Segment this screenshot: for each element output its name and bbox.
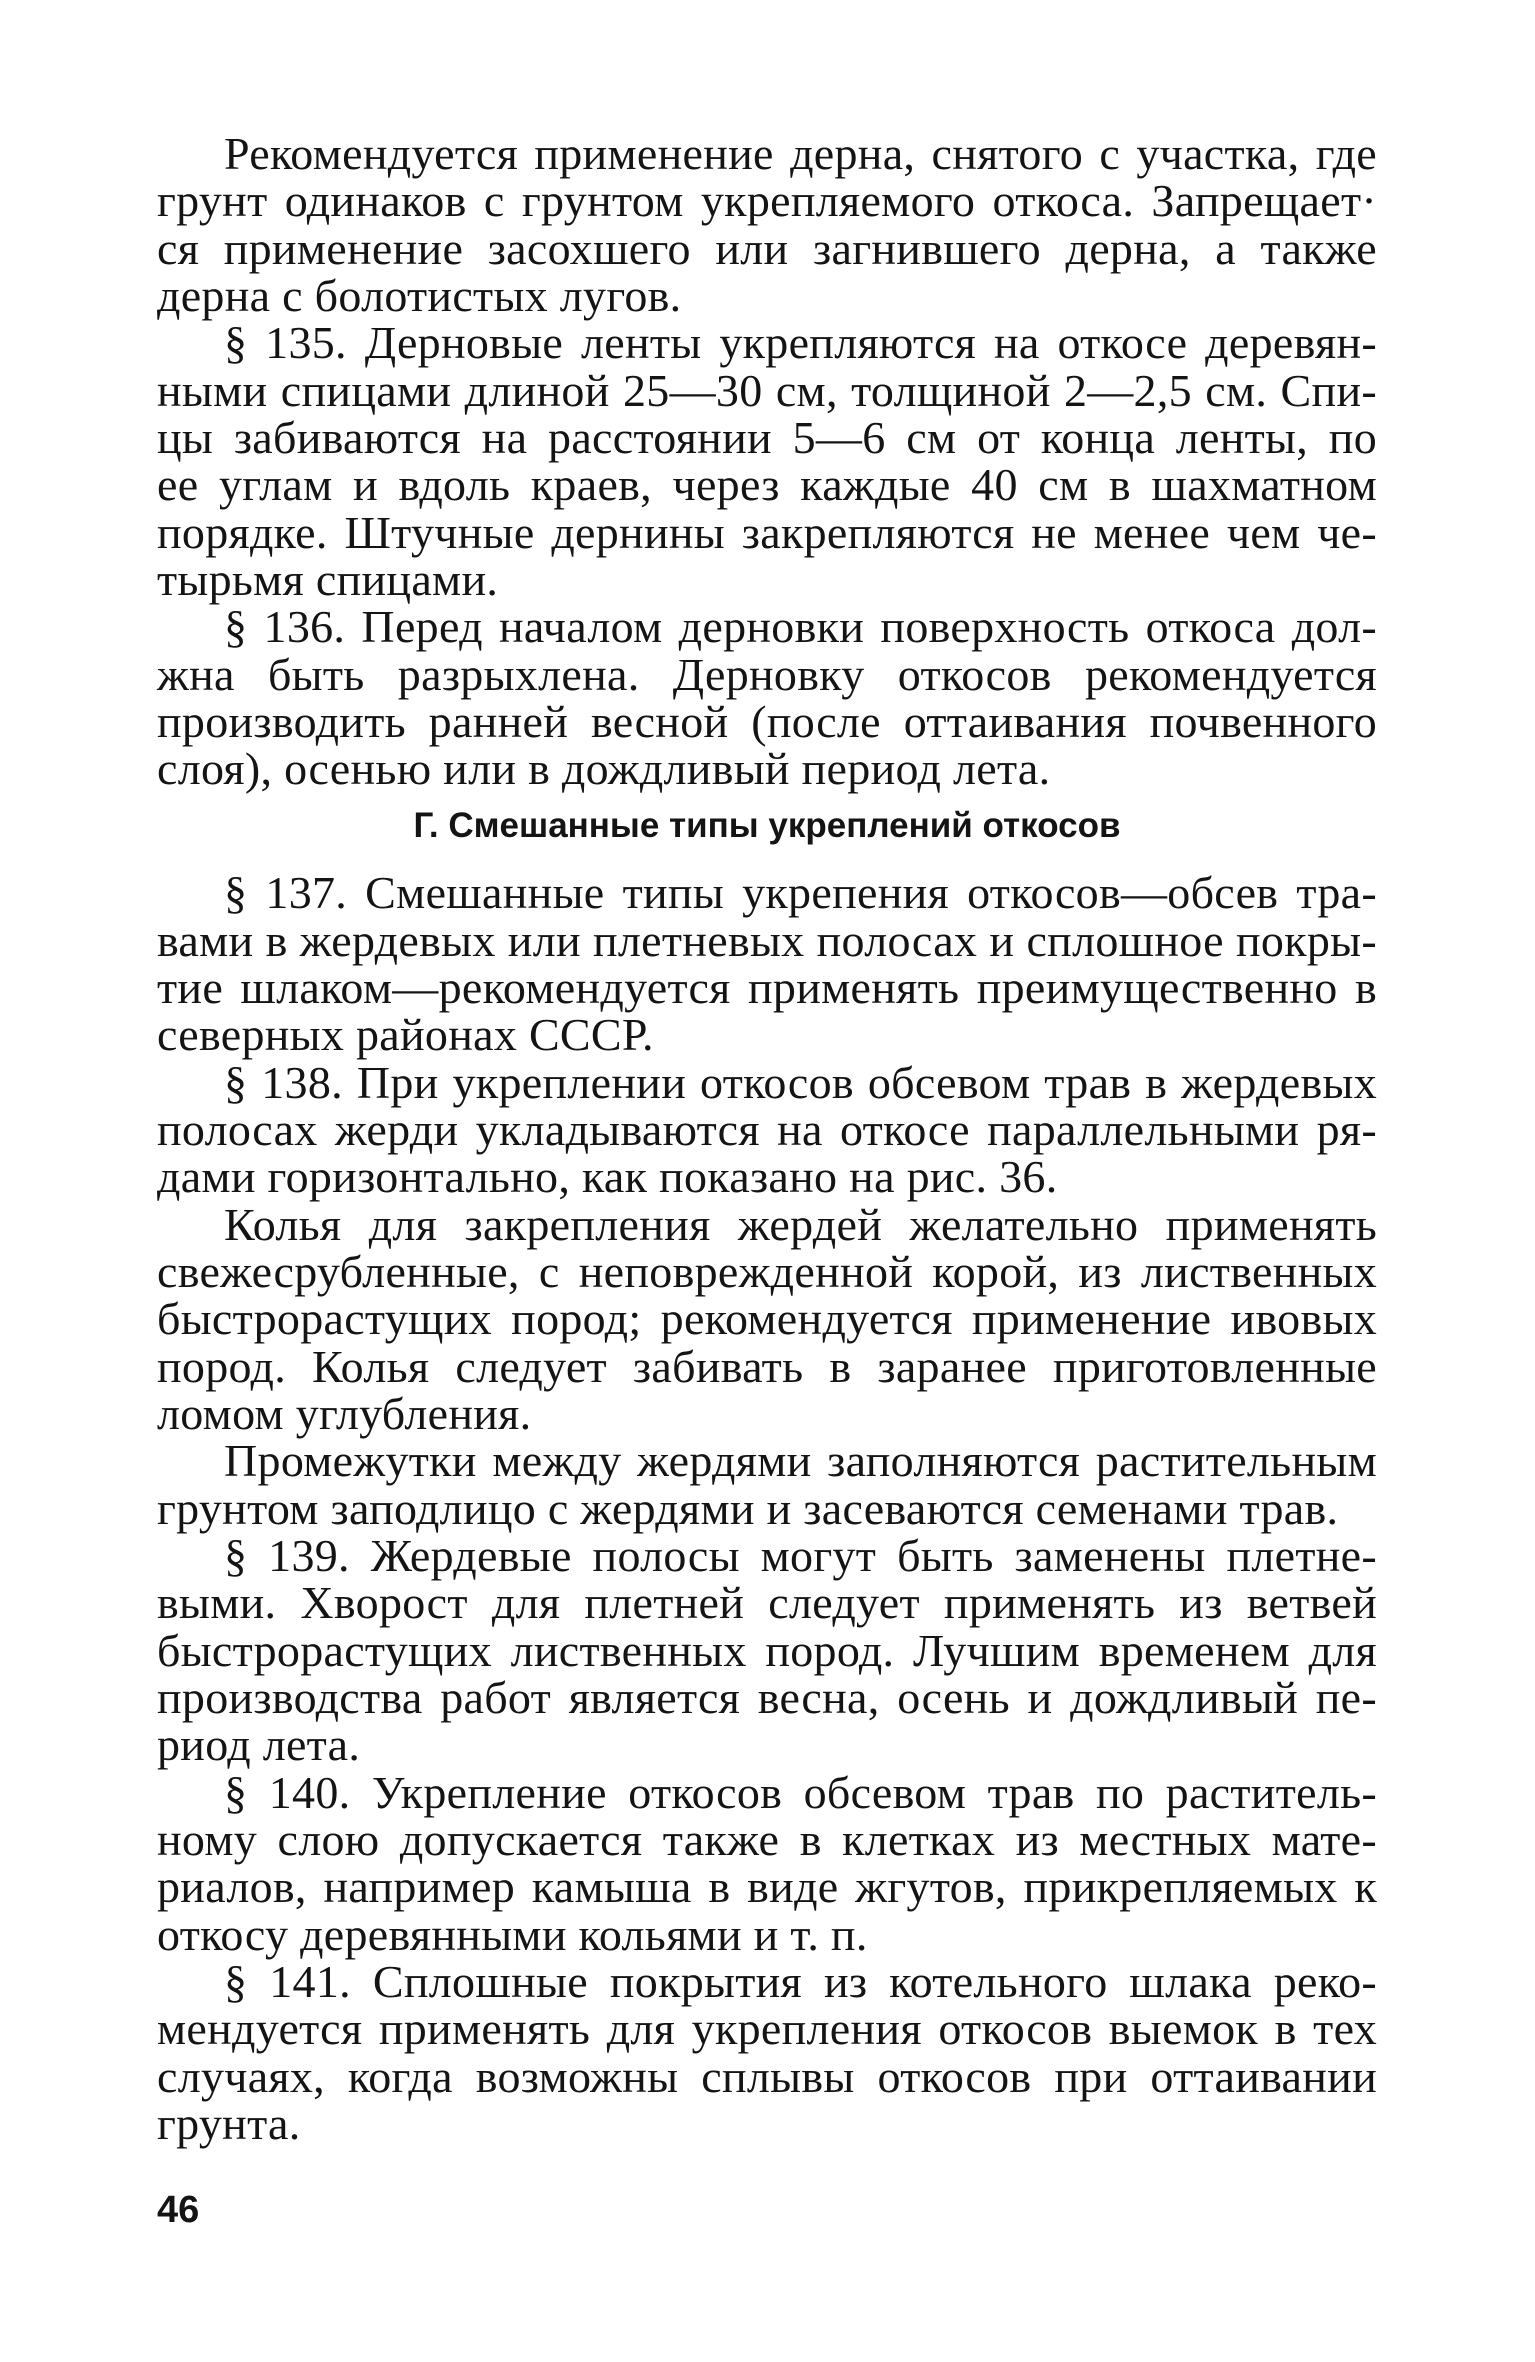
text-line: дами горизонтально, как показано на рис. 36.: [157, 1151, 1058, 1203]
text-line: быстрорастущих пород; рекомендуется применение ивовых: [157, 1293, 1377, 1345]
page-number: 46: [157, 2189, 200, 2232]
text-line: § 141. Сплошные покрытия из котельного шлака реко-: [224, 1956, 1377, 2007]
text-line: риод лета.: [157, 1719, 361, 1771]
text-line: ному слою допускается также в клетках из местных мате-: [157, 1814, 1377, 1865]
text-line: § 138. При укреплении откосов обсевом трав в жердевых: [224, 1056, 1377, 1108]
text-line: случаях, когда возможны сплывы откосов при оттаивании: [157, 2050, 1377, 2102]
text-line: тырьмя спицами.: [157, 554, 499, 605]
text-line: ными спицами длиной 25—30 см, толщиной 2—2,5 см. Спи-: [157, 364, 1377, 416]
text-line: грунта.: [157, 2098, 301, 2149]
text-line: ломом углубления.: [157, 1387, 532, 1439]
text-line: § 140. Укрепление откосов обсевом трав по раститель-: [224, 1766, 1377, 1818]
text-line: откосу деревянными кольями и т. п.: [157, 1908, 868, 1960]
text-line: Промежутки между жердями заполняются растительным: [224, 1435, 1377, 1487]
text-line: грунтом заподлицо с жердями и засеваются семенами трав.: [157, 1482, 1339, 1534]
text-line: цы забиваются на расстоянии 5—6 см от конца ленты, по: [157, 412, 1377, 463]
text-line: пород. Колья следует забивать в заранее приготовленные: [157, 1340, 1377, 1392]
text-line: тие шлаком—рекомендуется применять преимущественно в: [157, 961, 1377, 1013]
text-line: риалов, например камыша в виде жгутов, прикрепляемых к: [157, 1861, 1377, 1913]
text-line: быстрорастущих лиственных пород. Лучшим временем для: [157, 1624, 1377, 1676]
text-line: слоя), осенью или в дождливый период лета.: [157, 743, 1051, 795]
text-line: мендуется применять для укрепления откосов выемок в тех: [157, 2003, 1377, 2055]
text-line: жна быть разрыхлена. Дерновку откосов рекомендуется: [157, 648, 1377, 700]
text-line: ся применение засохшего или загнившего дерна, а также: [157, 222, 1377, 274]
text-line: дерна с болотистых лугов.: [157, 270, 682, 321]
text-line: § 135. Дерновые ленты укрепляются на откосе деревян-: [224, 317, 1377, 369]
text-line: грунт одинаков с грунтом укрепляемого откоса. Запрещает·: [157, 175, 1377, 227]
text-line: § 136. Перед началом дерновки поверхность откоса дол-: [224, 601, 1377, 653]
text-line: Колья для закрепления жердей желательно применять: [224, 1198, 1377, 1250]
text-line: вами в жердевых или плетневых полосах и сплошное покры-: [157, 914, 1377, 966]
text-line: выми. Хворост для плетней следует применять из ветвей: [157, 1577, 1377, 1629]
text-line: порядке. Штучные дернины закрепляются не менее чем че-: [157, 506, 1377, 558]
text-line: северных районах СССР.: [157, 1009, 654, 1061]
text-line: свежесрубленные, с неповрежденной корой, из лиственных: [157, 1245, 1377, 1297]
text-line: Рекомендуется применение дерна, снятого с участка, где: [224, 128, 1377, 179]
text-line: § 139. Жердевые полосы могут быть заменены плетне-: [224, 1529, 1377, 1581]
text-line: производить ранней весной (после оттаивания почвенного: [157, 696, 1377, 748]
text-line: § 137. Смешанные типы укрепения откосов—обсев тра-: [224, 867, 1377, 919]
text-line: ее углам и вдоль краев, через каждые 40 см в шахматном: [157, 459, 1377, 511]
text-line: полосах жерди укладываются на откосе параллельными ря-: [157, 1103, 1377, 1155]
text-line: производства работ является весна, осень и дождливый пе-: [157, 1672, 1377, 1723]
section-heading: Г. Смешанные типы укреплений откосов: [413, 805, 1121, 845]
